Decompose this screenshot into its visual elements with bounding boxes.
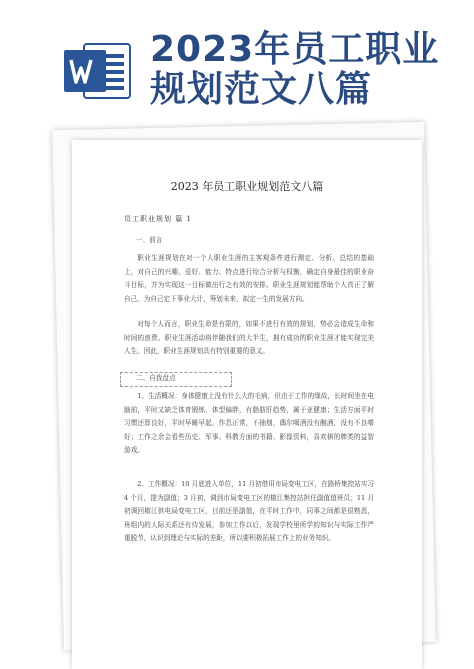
word-document-icon — [62, 40, 134, 102]
banner — [0, 0, 474, 135]
paragraph-definition: 职业生涯规划在对一个人职业生涯的主客观条件进行测定、分析、总结的基础上，对自己的兴趣、爱好、能力、特点进行综合分析与权衡，确定自身最佳的职业奋斗目标，并为实现这一目标做出行之有效的安排。职业生涯规划能帮助个人真正了解自己，为自己定下事业大计，筹划未来，拟定一生的发展方向。 — [124, 254, 374, 303]
paragraph-work: 2、工作概况：10 月底进入单位，11 月初借用市局变电工区，在路桥集控站实习 4 个月，提为副值；3 月初，调到市局变电工区的椒江集控站担任副值值班员；11 月初调回椒江供电局变电工区，目前还是副值，在平时工作中，同事之间都是很熟悉，班组内的人际关系还有待发展，参加工作以后，发现学校里所学的知识与实际工作严重脱节，认识到理论与实际的差距，所以要积极拓展工作上的业务知识。 — [124, 480, 374, 542]
paragraph-importance: 对每个人而言，职业生命是有限的，如果不进行有效的规划，势必会造成生命和时间的浪费。职业生涯活动将伴随我们的大半生，拥有成功的职业生涯才能实现完美人生。因此，职业生涯规划具有特别重要的意义。 — [124, 320, 374, 355]
banner-title: 2023年员工职业规划范文八篇 — [150, 29, 440, 110]
heading-self-review: 二、自我盘点 — [136, 374, 176, 382]
document-page — [72, 140, 422, 669]
document-title: 2023 年员工职业规划范文八篇 — [170, 180, 324, 193]
section-label: 员工职业规划 篇 1 — [124, 215, 192, 223]
heading-preface: 一、前言 — [136, 236, 163, 244]
paragraph-life: 1、生活概况：身体健康上没有什么大的毛病，但由于工作的缘故，长时间坐在电脑前，平时又缺乏体育锻炼，体型偏胖，有脂肪肝趋势，属于亚健康；生活方面平时习惯还算良好，平时早睡早起，作息正常，不抽烟，偶尔喝酒没有酗酒，没有不良嗜好；工作之余会看些历史、军事、科教方面的书籍、影像资料，喜欢棋的牌类的益智游戏。 — [124, 392, 374, 454]
